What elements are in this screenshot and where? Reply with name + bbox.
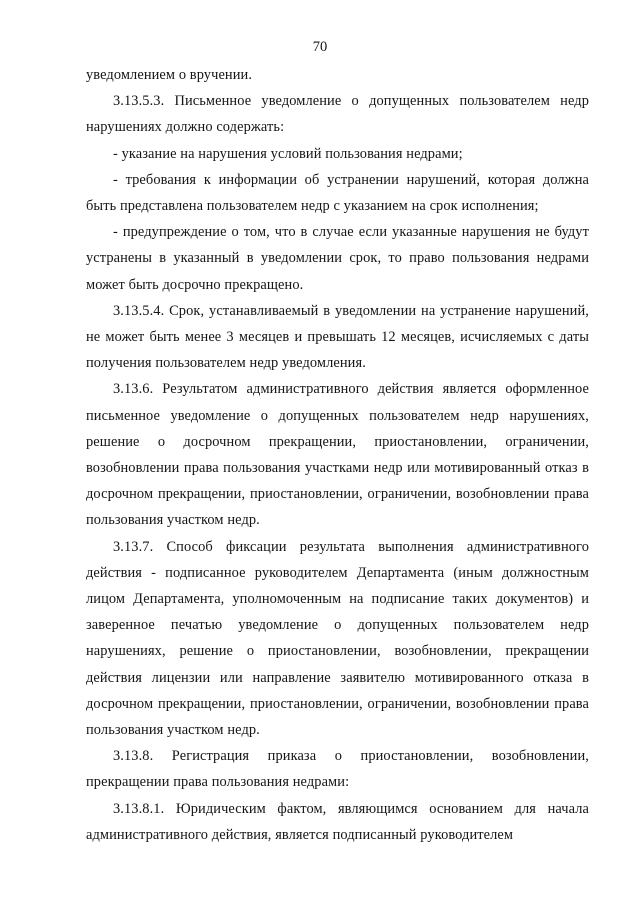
list-item-requirements: - требования к информации об устранении нарушений, которая должна быть представлена пользователем недр с указанием на срок исполнения;: [86, 171, 589, 215]
page-number: 70: [312, 39, 328, 55]
paragraph-3-13-5-4: 3.13.5.4. Срок, устанавливаемый в уведомлении на устранение нарушений, не может быть менее 3 месяцев и превышать 12 месяцев, исчисляемых с даты получения пользователем недр уведомления.: [86, 302, 589, 372]
paragraph-3-13-5-3: 3.13.5.3. Письменное уведомление о допущенных пользователем недр нарушениях должно содержать:: [86, 93, 589, 136]
paragraph-3-13-8: 3.13.8. Регистрация приказа о приостановлении, возобновлении, прекращении права пользования недрами:: [86, 748, 589, 791]
paragraph-continuation: уведомлением о вручении.: [86, 67, 253, 83]
document-body: [86, 62, 589, 848]
paragraph-3-13-8-1: 3.13.8.1. Юридическим фактом, являющимся основанием для начала административного действия, является подписанный руководителем: [86, 800, 589, 843]
paragraph-3-13-6: 3.13.6. Результатом административного действия является оформленное письменное уведомление о допущенных пользователем недр нарушениях, решение о досрочном прекращении, приостановлении, ограничении, возобновлении права пользования участками недр или мотивированный отказ в досрочном прекращении, приостановлении, ограничении, возобновлении права пользования участком недр.: [86, 381, 589, 529]
paragraph-3-13-7: 3.13.7. Способ фиксации результата выполнения административного действия - подписанное руководителем Департамента (иным должностным лицом Департамента, уполномоченным на подписание таких документов) и заверенное печатью уведомление о допущенных пользователем недр нарушениях, решение о приостановлении, возобновлении, прекращении действия лицензии или направление заявителю мотивированного отказа в досрочном прекращении, приостановлении, ограничении, возобновлении права пользования участком недр.: [86, 538, 589, 739]
list-item-warning: - предупреждение о том, что в случае если указанные нарушения не будут устранены в указанный в уведомлении срок, то право пользования недрами может быть досрочно прекращено.: [86, 224, 589, 293]
list-item-violations: - указание на нарушения условий пользования недрами;: [113, 145, 463, 162]
